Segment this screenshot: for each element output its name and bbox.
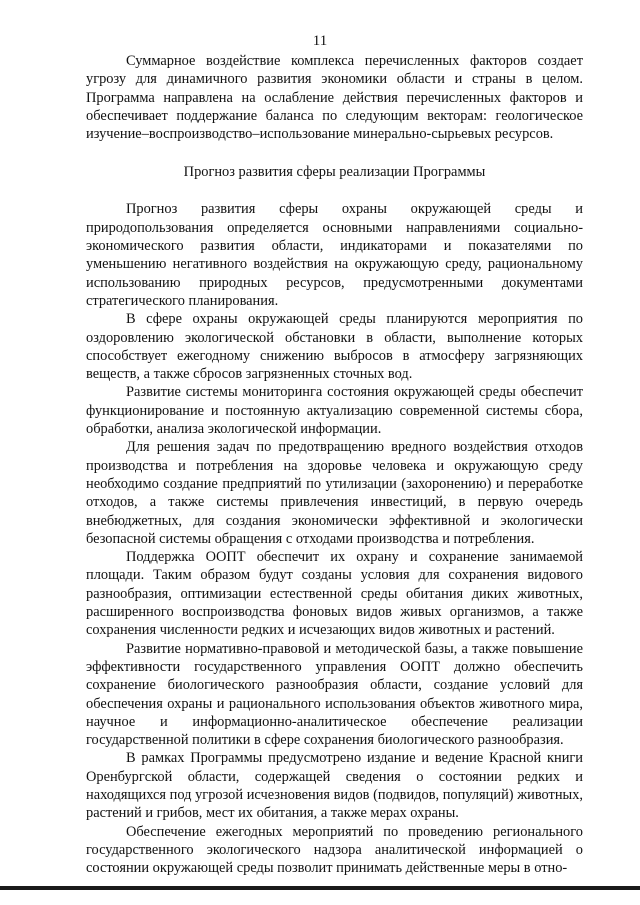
body-paragraph: В рамках Программы предусмотрено издание и ведение Красной книги Оренбургской области, содержащей сведения о состоянии редких и находящихся под угрозой исчезновения видов (подвидов, популяций) животных, растений и грибов, мест их обитания, а также мерах охраны.: [86, 750, 583, 822]
body-paragraph: Для решения задач по предотвращению вредного воздействия отходов производства и потребления на здоровье человека и окружающую среду необходимо создание предприятий по утилизации (захоронению) и переработке отходов, а также системы привлечения инвестиций, в первую очередь внебюджетных, для создания экономически эффективной и экологически безопасной системы обращения с отходами производства и потребления.: [86, 439, 583, 547]
body-paragraph: Обеспечение ежегодных мероприятий по проведению регионального государственного экологического надзора аналитической информацией о состоянии окружающей среды позволит принимать действенные меры в отно-: [86, 823, 583, 877]
body-paragraph: В сфере охраны окружающей среды планируются мероприятия по оздоровлению экологической обстановки в области, выполнение которых способствует ежегодному снижению выбросов в атмосферу загрязняющих веществ, а также сбросов загрязненных сточных вод.: [86, 311, 583, 383]
body-paragraph: Развитие нормативно-правовой и методической базы, а также повышение эффективности государственного управления ООПТ должно обеспечить сохранение биологического разнообразия области, создание условий для обеспечения охраны и рационального использования объектов животного мира, научное и информационно-аналитическое обеспечение реализации государственной политики в сфере сохранения биологического разнообразия.: [86, 640, 583, 749]
intro-paragraph: Суммарное воздействие комплекса перечисленных факторов создает угрозу для динамичного развития экономики области и страны в целом. Программа направлена на ослабление действия перечисленных факторов и обеспечивает поддержание баланса по следующим векторам: геологическое изучение–воспроизводство–использование минерально-сырьевых ресурсов.: [86, 53, 583, 143]
page-number: 11: [312, 33, 328, 49]
footer-rule: [0, 886, 640, 890]
section-heading: Прогноз развития сферы реализации Программы: [183, 164, 486, 181]
body-paragraph: Прогноз развития сферы охраны окружающей среды и природопользования определяется основными направлениями социально-экономического развития области, индикаторами и показателями по уменьшению негативного воздействия на окружающую среду, рациональному использованию природных ресурсов, предусмотренными документами стратегического планирования.: [86, 201, 583, 309]
body-paragraph: Поддержка ООПТ обеспечит их охрану и сохранение занимаемой площади. Таким образом будут созданы условия для сохранения видового разнообразия, оптимизации естественной среды обитания диких животных, расширенного воспроизводства фоновых видов живых организмов, а также сохранения численности редких и исчезающих видов животных и растений.: [86, 549, 583, 639]
page-content: [86, 52, 583, 877]
body-paragraph: Развитие системы мониторинга состояния окружающей среды обеспечит функционирование и постоянную актуализацию современной системы сбора, обработки, анализа экологической информации.: [86, 384, 583, 438]
